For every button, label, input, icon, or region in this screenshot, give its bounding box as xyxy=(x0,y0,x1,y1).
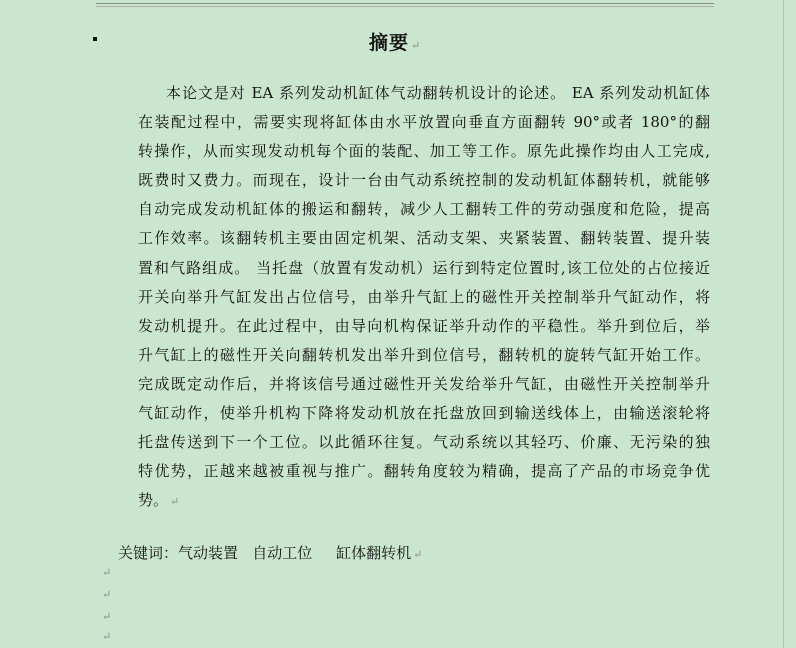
abstract-line[interactable]: 在装配过程中，需要实现将缸体由水平放置向垂直方面翻转 90°或者 180°的翻 xyxy=(138,113,710,132)
abstract-line[interactable]: 气缸动作，使举升机构下降将发动机放在托盘放回到输送线体上，由输送滚轮将 xyxy=(138,404,710,423)
abstract-line[interactable]: 托盘传送到下一个工位。以此循环往复。气动系统以其轻巧、价廉、无污染的独 xyxy=(138,433,710,452)
empty-paragraph-mark-icon[interactable]: ↵ xyxy=(102,566,112,579)
paragraph-mark-icon: ↵ xyxy=(170,495,180,509)
abstract-line[interactable]: 工作效率。该翻转机主要由固定机架、活动支架、夹紧装置、翻转装置、提升装 xyxy=(138,229,710,248)
empty-paragraph-mark-icon[interactable]: ↵ xyxy=(102,610,112,623)
abstract-line[interactable]: 既费时又费力。而现在，设计一台由气动系统控制的发动机缸体翻转机，就能够 xyxy=(138,171,710,190)
header-rule xyxy=(96,3,714,4)
abstract-line-last-text[interactable]: 势。 xyxy=(138,491,169,510)
header-rule-secondary xyxy=(96,6,714,7)
paragraph-mark-icon: ↵ xyxy=(411,39,422,52)
abstract-paragraph[interactable] xyxy=(138,79,710,515)
abstract-line[interactable]: 自动完成发动机缸体的搬运和翻转，减少人工翻转工件的劳动强度和危险，提高 xyxy=(138,200,710,219)
abstract-line[interactable]: 开关向举升气缸发出占位信号，由举升气缸上的磁性开关控制举升气缸动作，将 xyxy=(138,287,710,306)
abstract-line[interactable]: 本论文是对 EA 系列发动机缸体气动翻转机设计的论述。 EA 系列发动机缸体 xyxy=(166,84,710,102)
empty-paragraph-mark-icon[interactable]: ↵ xyxy=(102,588,112,601)
abstract-line[interactable]: 完成既定动作后，并将该信号通过磁性开关发给举升气缸，由磁性开关控制举升 xyxy=(138,374,710,393)
abstract-title[interactable] xyxy=(369,28,421,55)
abstract-line[interactable]: 升气缸上的磁性开关向翻转机发出举升到位信号，翻转机的旋转气缸开始工作。 xyxy=(138,345,710,364)
abstract-line[interactable]: 转操作，从而实现发动机每个面的装配、加工等工作。原先此操作均由人工完成, xyxy=(138,142,710,161)
abstract-title-text[interactable]: 摘要 xyxy=(369,32,410,54)
abstract-line[interactable]: 特优势，正越来越被重视与推广。翻转角度较为精确，提高了产品的市场竞争优 xyxy=(138,462,710,481)
keywords-line[interactable] xyxy=(118,542,422,563)
abstract-line[interactable]: 发动机提升。在此过程中，由导向机构保证举升动作的平稳性。举升到位后，举 xyxy=(138,316,710,335)
keywords-text[interactable]: 关键词：气动装置 自动工位 缸体翻转机 xyxy=(118,544,412,562)
list-bullet-marker xyxy=(93,37,97,41)
page-right-edge xyxy=(783,0,796,648)
paragraph-mark-icon: ↵ xyxy=(413,548,423,561)
abstract-line-last[interactable] xyxy=(138,486,710,515)
empty-paragraph-mark-icon[interactable]: ↵ xyxy=(102,630,112,643)
abstract-line[interactable]: 置和气路组成。 当托盘（放置有发动机）运行到特定位置时,该工位处的占位接近 xyxy=(138,258,710,277)
